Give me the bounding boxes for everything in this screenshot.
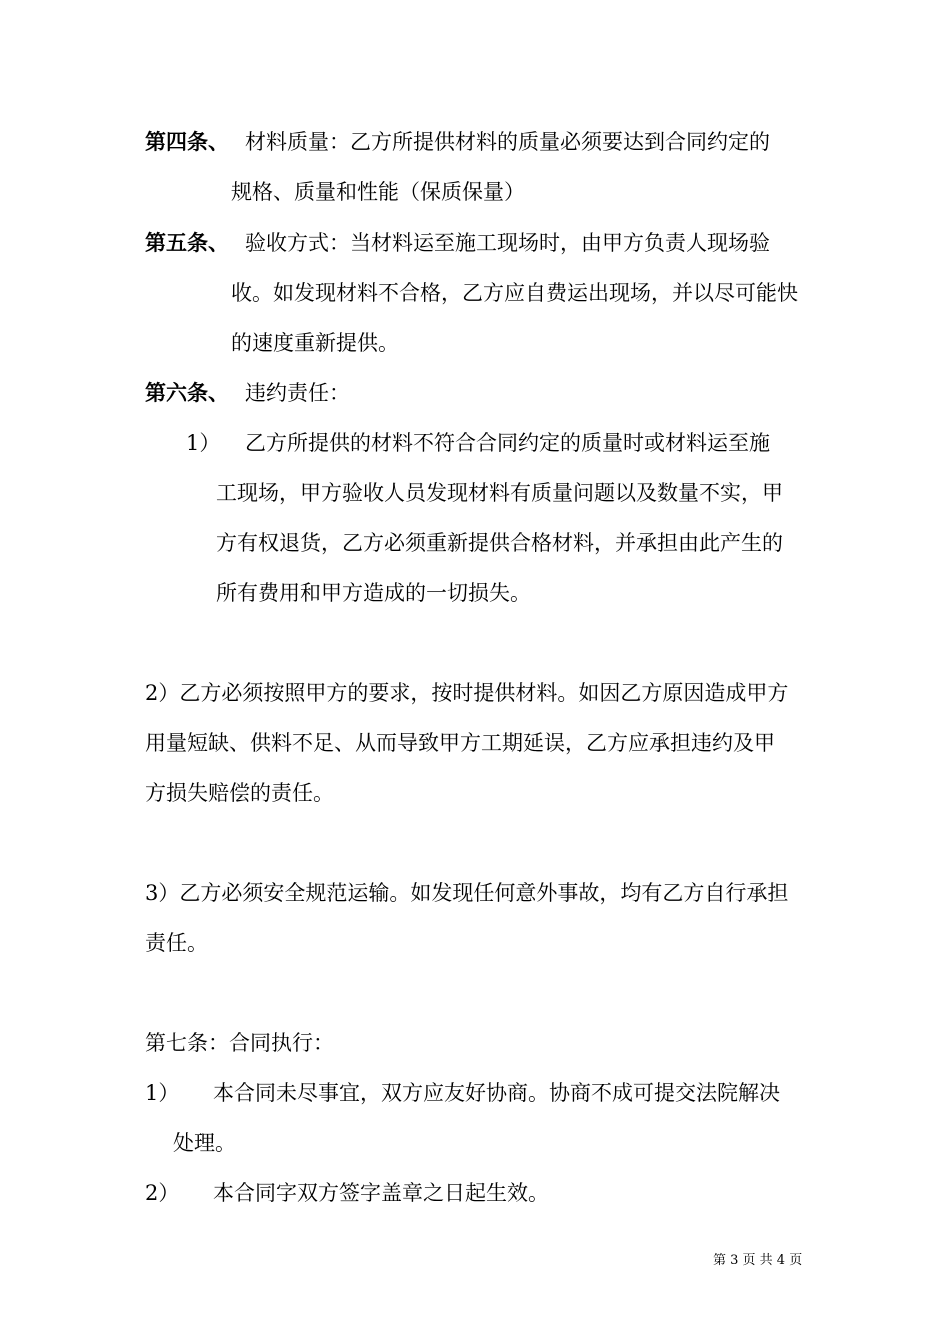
clause-4-line-1: 材料质量：乙方所提供材料的质量必须要达到合同约定的 <box>245 130 770 154</box>
clause-6-item-2-line-2: 用量短缺、供料不足、从而导致甲方工期延误，乙方应承担违约及甲 <box>145 731 775 755</box>
clause-7-item-2-line-1: 本合同字双方签字盖章之日起生效。 <box>213 1181 549 1205</box>
clause-6-item-2-line-1: 2）乙方必须按照甲方的要求，按时提供材料。如因乙方原因造成甲方 <box>145 681 789 705</box>
clause-5-heading: 第五条、 <box>145 230 229 255</box>
clause-6-item-2-line-3: 方损失赔偿的责任。 <box>145 781 334 805</box>
clause-6-heading: 第六条、 <box>145 380 229 405</box>
clause-5-line-3: 的速度重新提供。 <box>231 331 399 355</box>
clause-5-line-2: 收。如发现材料不合格，乙方应自费运出现场，并以尽可能快 <box>231 281 798 305</box>
clause-6-item-1-line-3: 方有权退货，乙方必须重新提供合格材料，并承担由此产生的 <box>216 531 783 555</box>
clause-7-item-1-number: 1） <box>145 1081 180 1105</box>
clause-4-line-2: 规格、质量和性能（保质保量） <box>231 180 525 204</box>
clause-6-item-1-number: 1） <box>186 431 221 455</box>
clause-6-item-1-line-4: 所有费用和甲方造成的一切损失。 <box>216 581 531 605</box>
clause-6-item-1-line-2: 工现场，甲方验收人员发现材料有质量问题以及数量不实，甲 <box>216 481 783 505</box>
clause-7-item-1-line-2: 处理。 <box>173 1131 236 1155</box>
clause-6-item-3-line-1: 3）乙方必须安全规范运输。如发现任何意外事故，均有乙方自行承担 <box>145 881 789 905</box>
clause-7-item-1-line-1: 本合同未尽事宜，双方应友好协商。协商不成可提交法院解决 <box>213 1081 780 1105</box>
clause-7-item-2-number: 2） <box>145 1181 180 1205</box>
clause-6-item-1-line-1: 乙方所提供的材料不符合合同约定的质量时或材料运至施 <box>245 431 770 455</box>
clause-5-line-1: 验收方式：当材料运至施工现场时，由甲方负责人现场验 <box>245 231 770 255</box>
clause-4-heading: 第四条、 <box>145 129 229 154</box>
clause-6-item-3-line-2: 责任。 <box>145 931 208 955</box>
page-number: 第 3 页 共 4 页 <box>713 1253 803 1268</box>
clause-7-title: 第七条：合同执行： <box>145 1031 334 1055</box>
clause-6-title: 违约责任： <box>245 381 350 405</box>
